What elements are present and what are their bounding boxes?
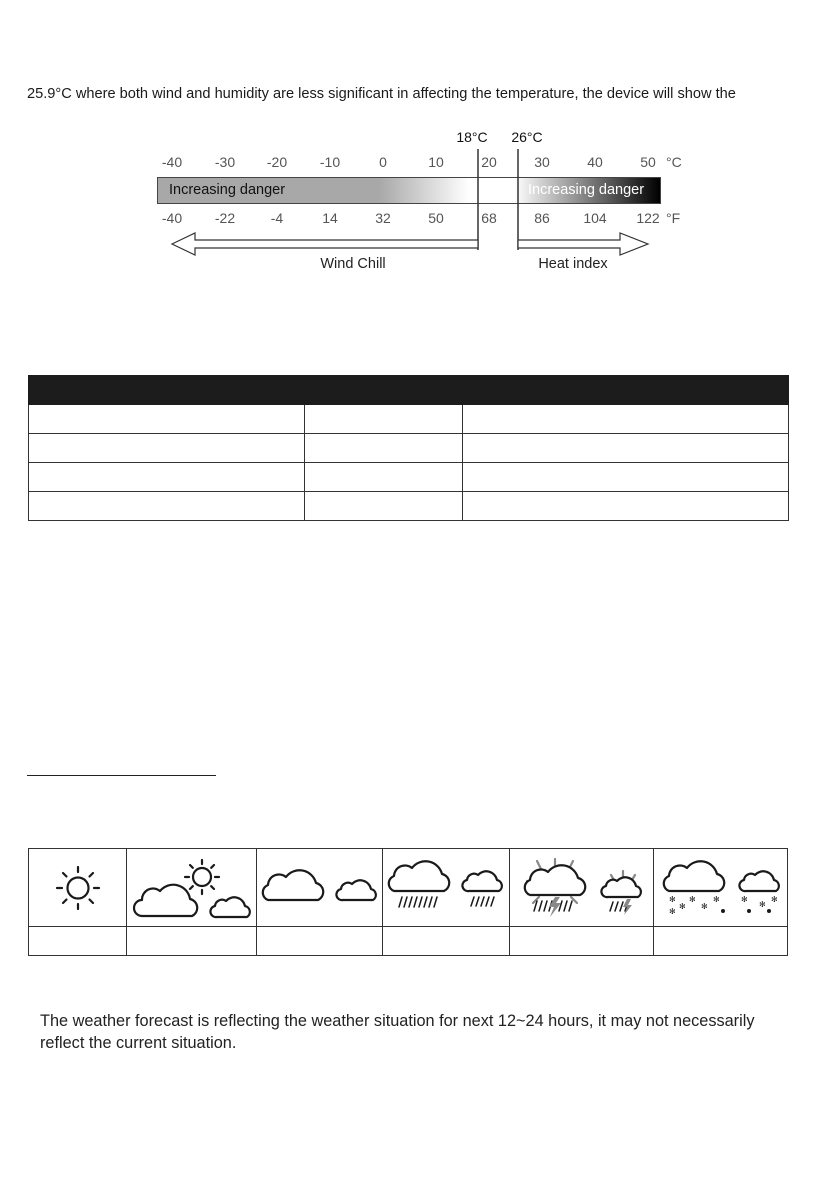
- fahrenheit-unit: °F: [666, 210, 681, 226]
- weather-icon-cell: [510, 849, 654, 927]
- celsius-unit: °C: [666, 154, 682, 170]
- celsius-tick: 50: [640, 154, 656, 170]
- wind-chill-arrow: [172, 233, 478, 255]
- table-cell: [305, 463, 463, 492]
- table-cell: [305, 492, 463, 521]
- table-cell: [463, 405, 789, 434]
- rainy-icon: [386, 859, 506, 917]
- weather-icon-cell: [383, 849, 510, 927]
- danger-right-label: Increasing danger: [528, 182, 645, 198]
- celsius-tick: 30: [534, 154, 550, 170]
- svg-text:✻: ✻: [700, 901, 708, 911]
- table-cell: [463, 434, 789, 463]
- fahrenheit-tick: 86: [534, 210, 550, 226]
- celsius-tick: -40: [161, 154, 183, 170]
- table-header-cell: [463, 376, 789, 405]
- celsius-tick: 0: [379, 154, 387, 170]
- forecast-note: The weather forecast is reflecting the weather situation for next 12~24 hours, it may not necessarily reflect the current situation.: [40, 1012, 755, 1052]
- svg-text:✻: ✻: [758, 899, 766, 909]
- table-cell: [463, 492, 789, 521]
- danger-left-label: Increasing danger: [169, 182, 286, 198]
- weather-label-cell: [654, 927, 788, 956]
- fahrenheit-tick: 50: [428, 210, 444, 226]
- svg-text:✻: ✻: [712, 894, 720, 904]
- weather-icons-table: [28, 848, 788, 956]
- fahrenheit-tick: 68: [481, 210, 497, 226]
- intro-text: 25.9°C where both wind and humidity are less significant in affecting the temperature, the device will show the: [27, 86, 736, 102]
- celsius-tick: -20: [266, 154, 288, 170]
- svg-text:✻: ✻: [668, 894, 676, 904]
- weather-icon-cell: [257, 849, 383, 927]
- weather-icon-cell: [654, 849, 788, 927]
- table-row: [29, 405, 789, 434]
- weather-icon-row: [29, 849, 788, 927]
- weather-label-cell: [257, 927, 383, 956]
- table-cell: [29, 405, 305, 434]
- weather-label-cell: [510, 927, 654, 956]
- table-cell: [305, 434, 463, 463]
- table-row: [29, 463, 789, 492]
- table-cell: [305, 405, 463, 434]
- svg-text:✻: ✻: [770, 894, 778, 904]
- weather-label-cell: [29, 927, 127, 956]
- table-cell: [29, 463, 305, 492]
- table-cell: [29, 492, 305, 521]
- table-cell: [463, 463, 789, 492]
- celsius-tick: -10: [319, 154, 341, 170]
- marker-26c-label: 26°C: [511, 129, 543, 145]
- info-table: [28, 375, 789, 521]
- partly-cloudy-icon: [130, 856, 254, 920]
- fahrenheit-tick: 32: [375, 210, 391, 226]
- table-cell: [29, 434, 305, 463]
- weather-label-cell: [383, 927, 510, 956]
- cloudy-icon: [260, 868, 380, 908]
- table-header-cell: [29, 376, 305, 405]
- celsius-tick: 40: [587, 154, 603, 170]
- svg-text:✻: ✻: [678, 901, 686, 911]
- celsius-tick: 10: [428, 154, 444, 170]
- fahrenheit-tick: -40: [161, 210, 183, 226]
- celsius-tick: -30: [214, 154, 236, 170]
- fahrenheit-tick: -4: [270, 210, 284, 226]
- section-heading-underline: [27, 775, 216, 776]
- svg-text:✻: ✻: [668, 906, 676, 916]
- heat-index-label: Heat index: [538, 256, 608, 272]
- sunny-icon: [53, 862, 103, 914]
- weather-icon-cell: [127, 849, 257, 927]
- wind-chill-label: Wind Chill: [320, 256, 386, 272]
- svg-text:✻: ✻: [740, 894, 748, 904]
- weather-label-cell: [127, 927, 257, 956]
- svg-text:✻: ✻: [688, 894, 696, 904]
- table-row: [29, 434, 789, 463]
- table-header-cell: [305, 376, 463, 405]
- fahrenheit-tick: 14: [322, 210, 338, 226]
- snowy-icon: [659, 859, 783, 917]
- marker-18c-label: 18°C: [456, 129, 488, 145]
- fahrenheit-tick: 122: [636, 210, 660, 226]
- fahrenheit-tick: 104: [583, 210, 607, 226]
- celsius-tick: 20: [481, 154, 497, 170]
- stormy-icon: [515, 857, 649, 919]
- fahrenheit-tick: -22: [214, 210, 236, 226]
- weather-icon-cell: [29, 849, 127, 927]
- heat-index-arrow: [518, 233, 648, 255]
- weather-label-row: [29, 927, 788, 956]
- table-row: [29, 492, 789, 521]
- table-header-row: [29, 376, 789, 405]
